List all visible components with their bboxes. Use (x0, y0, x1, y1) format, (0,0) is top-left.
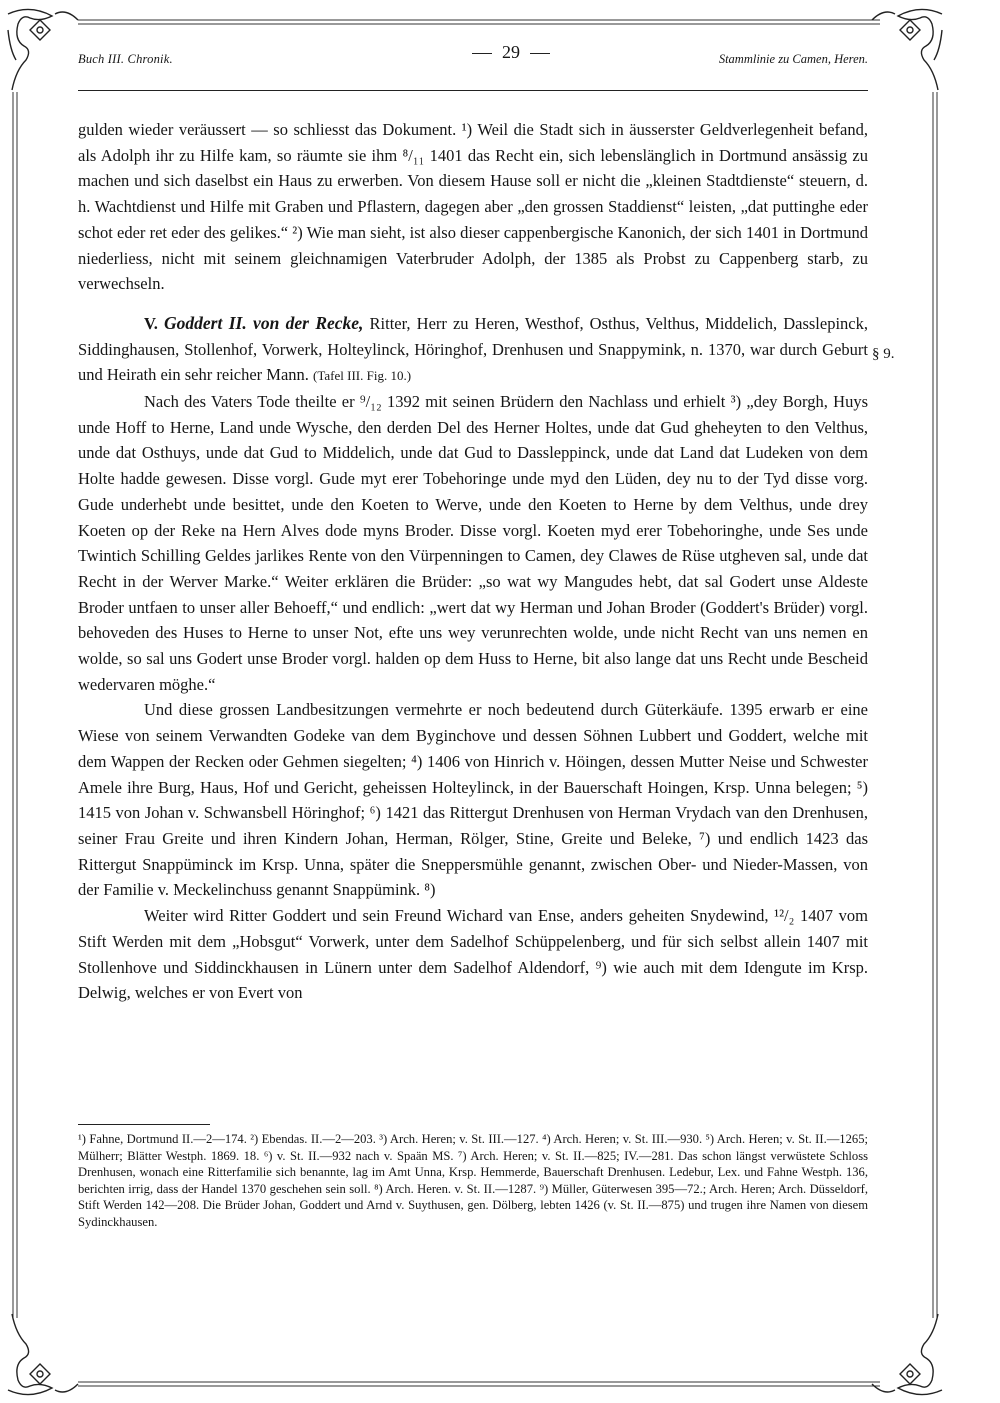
paragraph-1: gulden wieder veräussert — so schliesst das Dokument. ¹) Weil die Stadt sich in äusserster Geldverlegenheit befand, als Adolph ihr zu Hilfe kam, so räumte sie ihm ⁸/₁₁ 1401 das Recht ein, sich lebenslänglich in Dortmund ansässig zu machen und sich daselbst ein Haus zu erwerben. Von diesem Hause soll er nicht die „kleinen Stadtdienste“ steuern, d. h. Wachtdienst und Hilfe mit Graben und Pflastern, dagegen aber „den grossen Staddienst“ leisten, „dat puttinghe eder schot eder ret eder des gelikes.“ ²) Wie man sieht, ist also dieser cappenbergische Kanonich, der sich 1401 in Dortmund niederliess, nicht mit seinem gleichnamigen Vaterbruder Adolph, der 1385 als Probst zu Cappenberg starb, zu verwechseln. (78, 120, 868, 294)
corner-ornament-top-right (872, 9, 942, 90)
paragraph-3: Nach des Vaters Tode theilte er ⁹/₁₂ 1392 mit seinen Brüdern den Nachlass und erhielt ³) „dey Borgh, Huys unde Hoff to Herne, Land unde Wysche, den derden Del des Herner Holtes, unde dat Gud gheheyten to den Velthus, unde dat Osthuys, unde dat Gud to Middelich, unde dat Gud to Dassleppinck, unde dat Land dat Ludeken von dem Holte hadde gewesen. Disse vorgl. Gude myt erer Tobehoringe unde myd den Lüden, dey nu to der Tyd disse vorg. Gude underhebt unde besittet, unde den Koeten to Werve, unde den Koeten to Herne by dem Velthus, unde drey Koeten op der Reke na Hern Alves dode myns Broder. Disse vorgl. Koeten myd erer Tobehoringhe, unde Ses unde Twintich Schilling Geldes jarlikes Rente von den Vürpenningen to Camen, dey Clawes de Rüse utgheven sal, unde dat Recht in der Werver Marke.“ Weiter erklären die Brüder: „so wat wy Mangudes hebt, dat sal Godert unse Aldeste Broder untfaen to unser aller Behoeff,“ und endlich: „wert dat wy Herman und Johan Broder (Goddert's Brüder) vorgl. behoveden des Huses to Herne to unser Not, efte uns wey verunrechten wolde, unde nicht Recht van uns nemen en wolde, so sal uns Godert unse Broder vorgl. halden op dem Huss to Herne, bit also lange dat uns Recht unde Bescheid wedervaren möghe.“ (78, 392, 868, 694)
corner-ornament-bottom-right (872, 1314, 942, 1395)
header-left: Buch III. Chronik. (78, 52, 173, 66)
corner-ornament-top-left (8, 9, 78, 90)
section-heading: Goddert II. von der Recke, (164, 312, 364, 333)
paragraph-4: Und diese grossen Landbesitzungen vermehrte er noch bedeutend durch Güterkäufe. 1395 erwarb er eine Wiese von seinem Verwandten Godeke van dem Byginchove und dessen Söhnen Lubbert und Goddert, welche mit dem Wappen der Recken oder Gehmen siegelten; ⁴) 1406 von Hinrich v. Höingen, dessen Mutter Neise und Schwester Amele ihre Burg, Haus, Hof und Gericht, geheissen Holteylinck, in der Bauerschaft Hoingen, Krsp. Unna belegen; ⁵) 1415 von Johan v. Schwansbell Höringhof; ⁶) 1421 das Rittergut Drenhusen von Herman Vrydach van den Drenhusen, seiner Frau Greite und ihren Kindern Johan, Herman, Rölger, Stine, Greite und Beleke, ⁷) und endlich 1423 das Rittergut Snappüminck im Krsp. Unna, später die Sneppersmühle genannt, zwischen Ober- und Nieder-Massen, von der Familie v. Meckelinchuss genannt Snappümink. ⁸) (78, 700, 868, 900)
paragraph-5: Weiter wird Ritter Goddert und sein Freund Wichard van Ense, anders geheiten Snydewind, ¹²/₂ 1407 vom Stift Werden mit dem „Hobsgut“ Vorwerk, unter dem Sadelhof Schüppelenberg, und für sich selbst allein 1407 mit Stollenhove und Siddinckhausen in Lünern unter dem Sadelhof Aldendorf, ⁹) wie auch mit dem Idengute im Krsp. Delwig, welches er von Evert von (78, 906, 868, 1003)
footnotes (78, 1131, 868, 1231)
header-right: Stammlinie zu Camen, Heren. (718, 52, 868, 66)
paragraph-section-v (78, 311, 868, 389)
section-number: V. (144, 313, 158, 333)
tafel-reference: (Tafel III. Fig. 10.) (313, 368, 412, 384)
corner-ornament-bottom-left (8, 1314, 78, 1395)
footnote-rule (78, 1124, 210, 1125)
section-intro: Ritter, Herr zu Heren, Westhof, Osthus, Velthus, Middelich, Dasslepinck, Siddinghausen, Stollenhof, Vorwerk, Holteylinck, Höringhof, Drenhusen und Snappymink, n. 1370, war durch Geburt und Heirath ein sehr reicher Mann. (78, 313, 868, 385)
page-number-value: 29 (502, 42, 520, 62)
running-header (78, 42, 868, 76)
margin-note: § 9. (872, 346, 895, 362)
body-text (78, 117, 868, 1006)
page-number (441, 42, 581, 63)
footnote-text: ¹) Fahne, Dortmund II.—2—174. ²) Ebendas. II.—2—203. ³) Arch. Heren; v. St. III.—127. ⁴) Arch. Heren; v. St. III.—930. ⁵) Arch. Heren; v. St. II.—1265; Mülherr; Blätter Westph. 1869. 18. ⁶) v. St. II.—932 nach v. Spaän MS. ⁷) Arch. Heren; v. St. II.—825; IV.—281. Das schon längst verwüstete Schloss Drenhusen, wonach eine Ritterfamilie sich benannte, lag im Amt Unna, Krsp. Hemmerde, Bauerschaft Drenhusen. Ledebur, Lex. und Fahne Westph. 136, berichten irrig, dass der Handel 1370 geschehen sein soll. ⁸) Arch. Heren. v. St. II.—1287. ⁹) Müller, Güterwesen 395—72.; Arch. Heren; Arch. Düsseldorf, Stift Werden 142—208. Die Brüder Johan, Goddert und Arnd v. Suythusen, gen. Dölberg, lebten 1426 (v. St. II.—875) und trugen ihre Namen von diesem Sydinckhausen. (78, 1132, 868, 1229)
header-rule (78, 90, 868, 91)
